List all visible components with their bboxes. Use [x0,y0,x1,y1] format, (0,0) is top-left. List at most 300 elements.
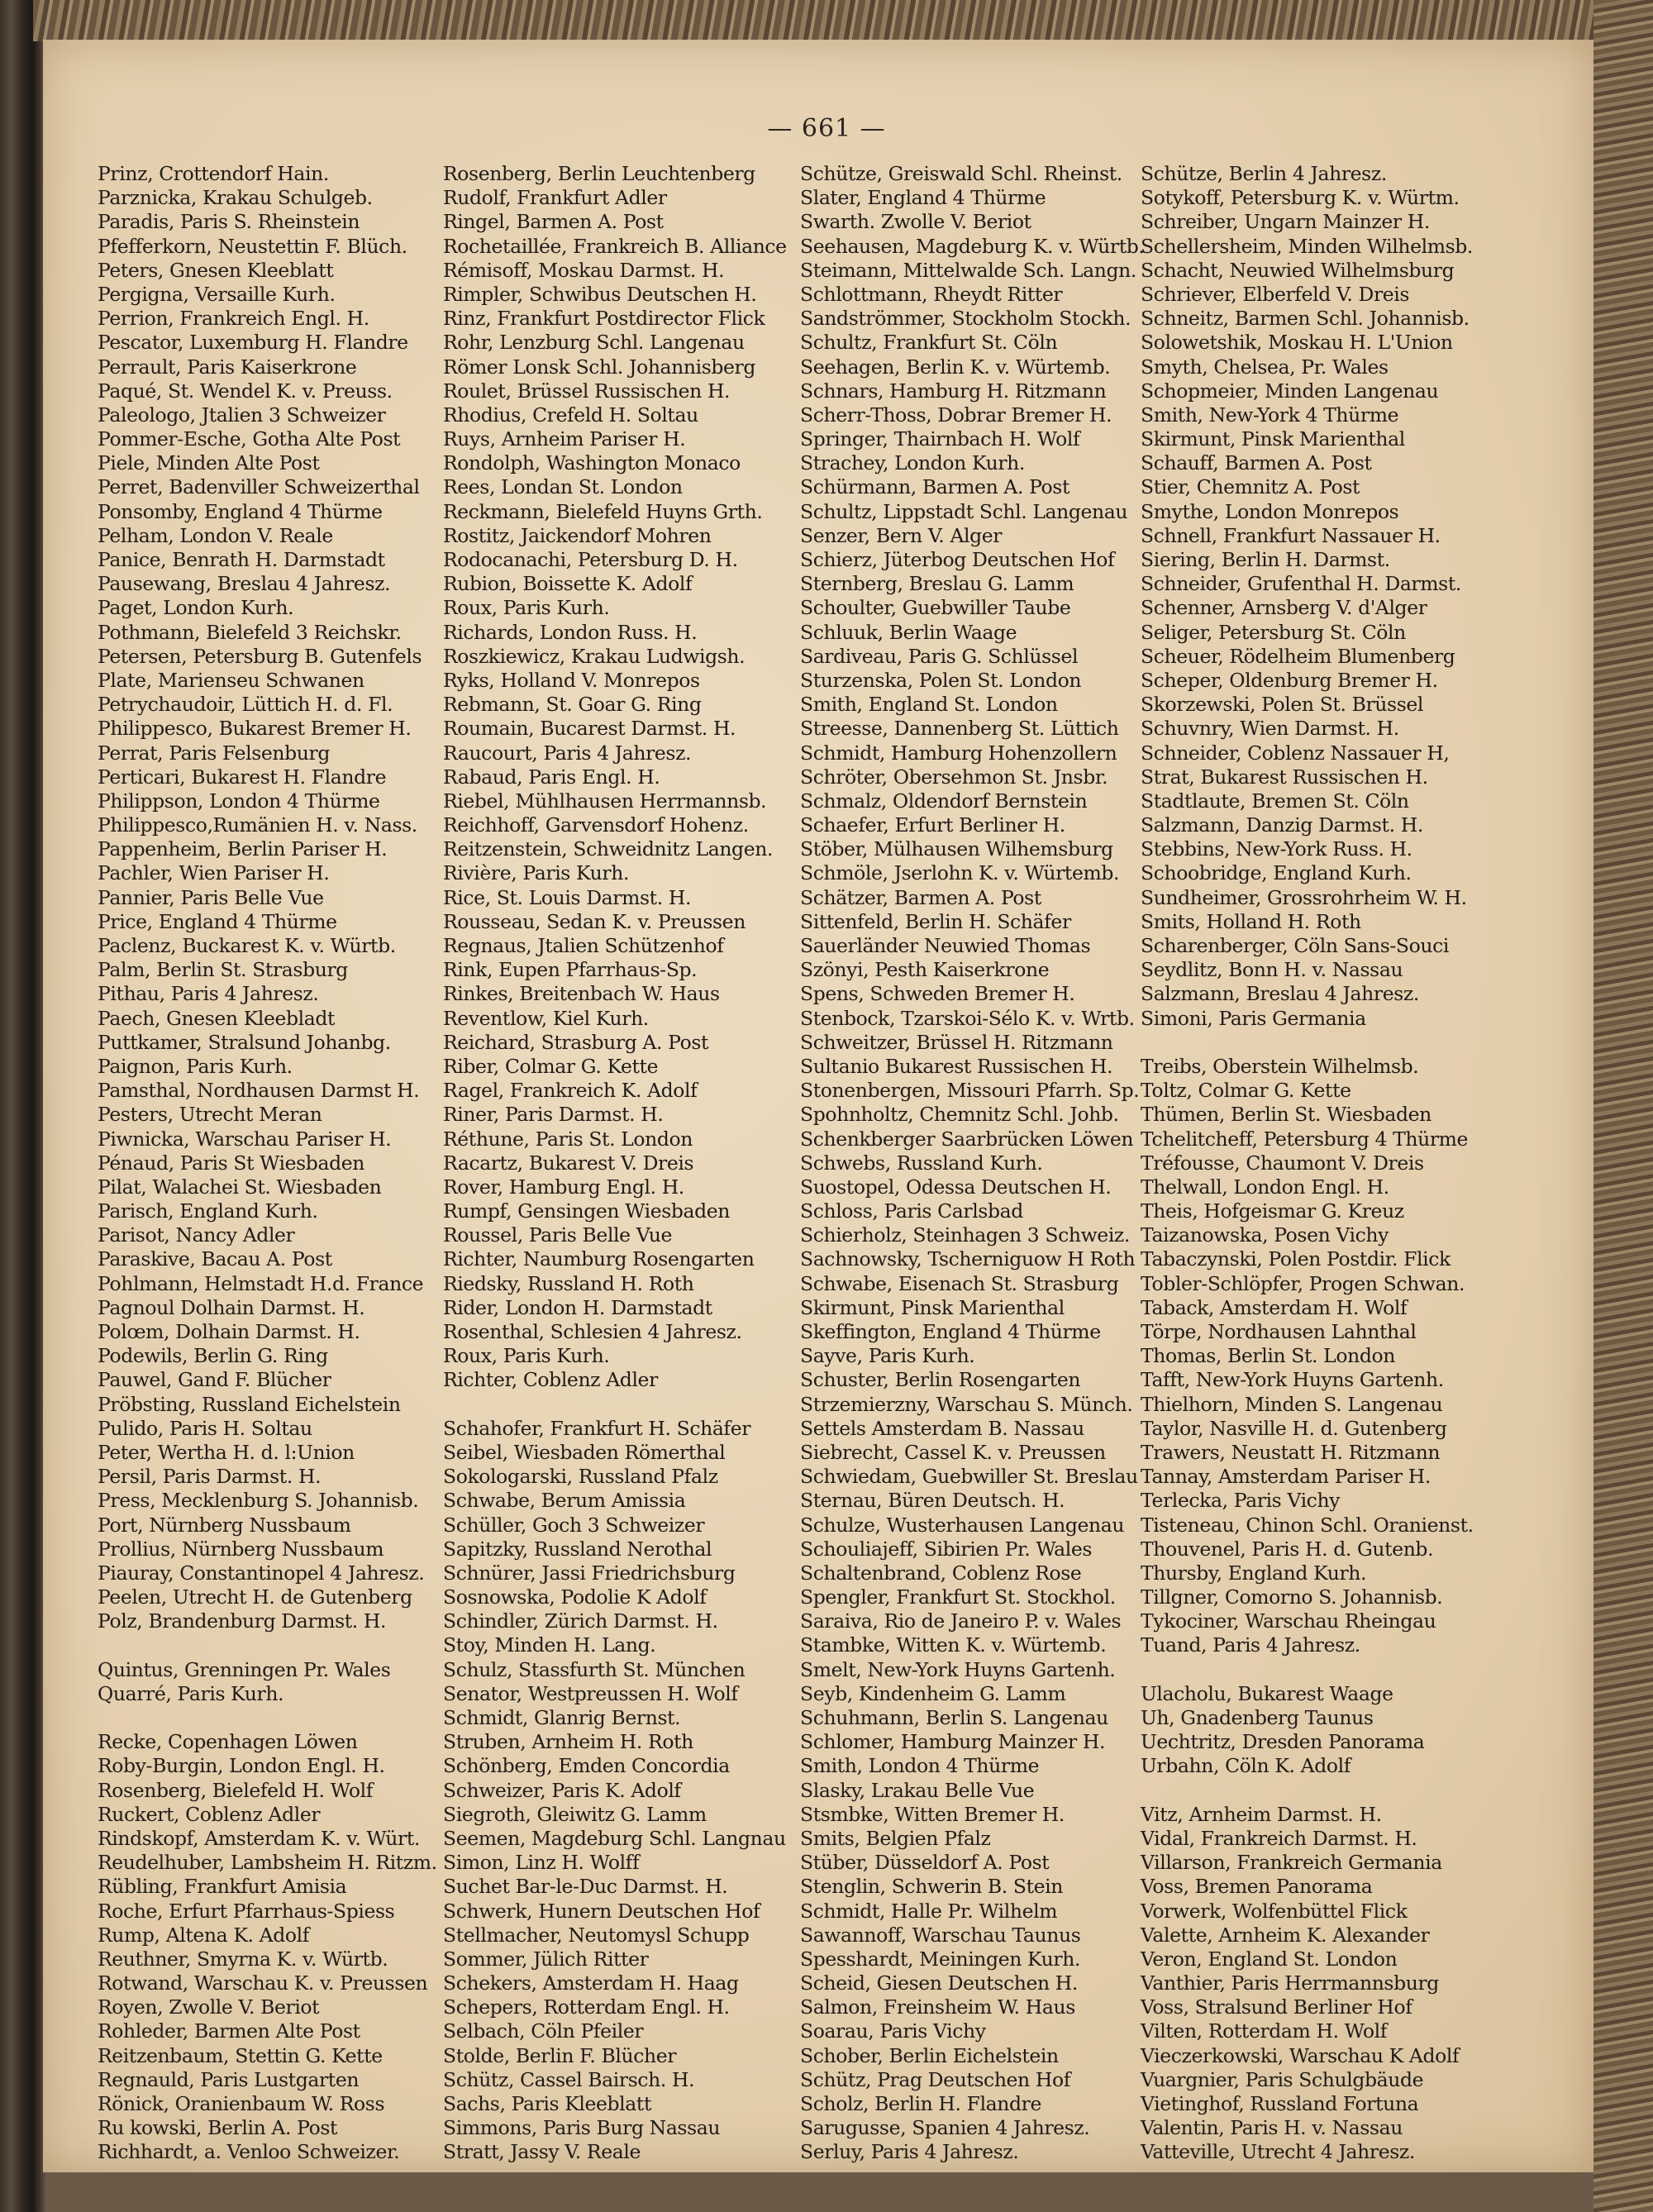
directory-entry: Urbahn, Cöln K. Adolf [1141,1754,1351,1778]
directory-entry: Pappenheim, Berlin Pariser H. [98,837,388,861]
directory-entry: Taback, Amsterdam H. Wolf [1141,1295,1408,1319]
directory-entry: Richter, Coblenz Adler [443,1368,658,1392]
directory-entry: Strat, Bukarest Russischen H. [1141,765,1428,789]
page-number: — 661 — [767,114,886,143]
directory-entry: Ringel, Barmen A. Post [443,210,664,234]
directory-entry: Toltz, Colmar G. Kette [1141,1079,1351,1103]
directory-entry: Rhodius, Crefeld H. Soltau [443,403,698,427]
directory-entry: Rover, Hamburg Engl. H. [443,1175,684,1199]
directory-entry: Scholz, Berlin H. Flandre [800,2092,1042,2115]
directory-entry: Rumpf, Gensingen Wiesbaden [443,1199,730,1223]
directory-entry: Rivière, Paris Kurh. [443,861,630,885]
directory-entry: Thelwall, London Engl. H. [1141,1175,1389,1199]
directory-entry: Schweizer, Paris K. Adolf [443,1778,681,1802]
directory-entry: Schindler, Zürich Darmst. H. [443,1609,718,1633]
directory-entry: Rump, Altena K. Adolf [98,1923,310,1947]
directory-entry: Skeffington, England 4 Thürme [800,1320,1101,1343]
book-edge-top [33,0,1653,41]
directory-entry: Senzer, Bern V. Alger [800,523,1003,547]
directory-entry: Stoy, Minden H. Lang. [443,1633,656,1657]
directory-entry: Panice, Benrath H. Darmstadt [98,548,385,571]
directory-entry: Riebel, Mühlhausen Herrmannsb. [443,789,767,813]
directory-entry: Suostopel, Odessa Deutschen H. [800,1175,1112,1199]
directory-entry: Pelham, London V. Reale [98,523,333,547]
directory-entry: Salmon, Freinsheim W. Haus [800,1995,1075,2019]
directory-entry: Pithau, Paris 4 Jahresz. [98,982,319,1006]
directory-entry: Rebmann, St. Goar G. Ring [443,693,702,717]
directory-entry: Tobler-Schlöpfer, Progen Schwan. [1141,1271,1465,1295]
directory-entry: Scharenberger, Cöln Sans-Souci [1141,934,1449,957]
directory-entry: Scherr-Thoss, Dobrar Bremer H. [800,403,1112,427]
directory-entry: Pénaud, Paris St Wiesbaden [98,1151,364,1175]
directory-entry: Tannay, Amsterdam Pariser H. [1141,1465,1431,1489]
directory-entry: Schaefer, Erfurt Berliner H. [800,813,1065,837]
directory-entry: Sternau, Büren Deutsch. H. [800,1489,1065,1513]
directory-entry: Sapitzky, Russland Nerothal [443,1537,712,1561]
directory-entry: Schröter, Obersehmon St. Jnsbr. [800,765,1108,789]
directory-entry: Rudolf, Frankfurt Adler [443,186,667,210]
directory-entry: Pauwel, Gand F. Blücher [98,1368,331,1392]
directory-entry: Recke, Copenhagen Löwen [98,1730,358,1754]
directory-entry: Schahofer, Frankfurt H. Schäfer [443,1416,751,1440]
directory-entry: Ponsomby, England 4 Thürme [98,499,383,523]
directory-entry: Strachey, London Kurh. [800,451,1025,475]
directory-entry: Smits, Holland H. Roth [1141,909,1361,933]
directory-entry: Stenglin, Schwerin B. Stein [800,1875,1064,1899]
directory-entry: Perret, Badenviller Schweizerthal [98,475,420,499]
directory-entry: Perticari, Bukarest H. Flandre [98,765,387,789]
directory-entry: Pesters, Utrecht Meran [98,1103,322,1127]
directory-entry: Schnars, Hamburg H. Ritzmann [800,379,1107,403]
directory-entry: Rotwand, Warschau K. v. Preussen [98,1971,428,1995]
directory-entry: Rohleder, Barmen Alte Post [98,2019,360,2043]
directory-entry: Seehagen, Berlin K. v. Würtemb. [800,355,1111,379]
directory-entry: Polz, Brandenburg Darmst. H. [98,1609,387,1633]
directory-entry: Settels Amsterdam B. Nassau [800,1416,1084,1440]
directory-entry: Vorwerk, Wolfenbüttel Flick [1141,1899,1408,1923]
directory-entry: Pothmann, Bielefeld 3 Reichskr. [98,620,402,644]
directory-entry: Siering, Berlin H. Darmst. [1141,548,1390,571]
directory-entry: Schmidt, Glanrig Bernst. [443,1706,681,1729]
column-1 [98,162,461,2165]
directory-entry: Reckmann, Bielefeld Huyns Grth. [443,499,763,523]
directory-entry: Vieczerkowski, Warschau K Adolf [1141,2043,1460,2067]
directory-entry: Paclenz, Buckarest K. v. Würtb. [98,934,396,957]
directory-entry: Schoobridge, England Kurh. [1141,861,1412,885]
directory-entry: Schmalz, Oldendorf Bernstein [800,789,1088,813]
directory-entry: Schenkberger Saarbrücken Löwen [800,1127,1134,1151]
directory-entry: Terlecka, Paris Vichy [1141,1489,1341,1513]
directory-entry: Skirmunt, Pinsk Marienthal [800,1295,1065,1319]
directory-entry: Schekers, Amsterdam H. Haag [443,1971,739,1995]
directory-entry: Schwabe, Berum Amissia [443,1489,686,1513]
directory-entry: Philippesco, Bukarest Bremer H. [98,717,412,741]
directory-entry: Roux, Paris Kurh. [443,1344,610,1368]
directory-entry: Roussel, Paris Belle Vue [443,1223,673,1247]
directory-entry: Skirmunt, Pinsk Marienthal [1141,427,1405,451]
directory-entry: Pausewang, Breslau 4 Jahresz. [98,572,391,596]
directory-entry: Schwabe, Eisenach St. Strasburg [800,1271,1119,1295]
directory-entry: Spesshardt, Meiningen Kurh. [800,1947,1081,1971]
directory-entry: Reudelhuber, Lambsheim H. Ritzm. [98,1851,437,1875]
directory-entry: Taylor, Nasville H. d. Gutenberg [1141,1416,1447,1440]
directory-entry: Stebbins, New-York Russ. H. [1141,837,1412,861]
directory-entry: Pescator, Luxemburg H. Flandre [98,331,408,355]
directory-entry: Plate, Marienseu Schwanen [98,668,364,692]
directory-entry: Parisot, Nancy Adler [98,1223,295,1247]
directory-entry: Siegroth, Gleiwitz G. Lamm [443,1802,707,1826]
directory-entry: Veron, England St. London [1141,1947,1398,1971]
directory-entry: Voss, Stralsund Berliner Hof [1141,1995,1412,2019]
directory-entry: Schacht, Neuwied Wilhelmsburg [1141,258,1455,282]
directory-entry: Piwnicka, Warschau Pariser H. [98,1127,392,1151]
directory-entry: Schellersheim, Minden Wilhelmsb. [1141,234,1473,258]
directory-entry: Rostitz, Jaickendorf Mohren [443,523,712,547]
directory-entry: Spens, Schweden Bremer H. [800,982,1075,1006]
directory-entry: Schlomer, Hamburg Mainzer H. [800,1730,1106,1754]
directory-entry: Schopmeier, Minden Langenau [1141,379,1439,403]
directory-entry: Pulido, Paris H. Soltau [98,1416,312,1440]
directory-entry: Roumain, Bucarest Darmst. H. [443,717,736,741]
directory-entry: Schloss, Paris Carlsbad [800,1199,1023,1223]
directory-entry: Paradis, Paris S. Rheinstein [98,210,360,234]
directory-entry: Reventlow, Kiel Kurh. [443,1006,649,1030]
directory-entry: Paget, London Kurh. [98,596,294,620]
directory-entry: Pagnoul Dolhain Darmst. H. [98,1295,365,1319]
directory-entry: Rondolph, Washington Monaco [443,451,741,475]
directory-entry: Selbach, Cöln Pfeiler [443,2019,644,2043]
directory-entry: Trawers, Neustatt H. Ritzmann [1141,1440,1441,1464]
directory-entry: Stonenbergen, Missouri Pfarrh. Sp. [800,1079,1140,1103]
directory-entry: Stsmbke, Witten Bremer H. [800,1802,1065,1826]
directory-entry: Vidal, Frankreich Darmst. H. [1141,1826,1417,1850]
directory-entry: Scheid, Giesen Deutschen H. [800,1971,1078,1995]
directory-entry: Peter, Wertha H. d. l:Union [98,1440,355,1464]
column-4 [1141,162,1529,2165]
directory-entry: Richards, London Russ. H. [443,620,698,644]
directory-entry: Skorzewski, Polen St. Brüssel [1141,693,1423,717]
directory-entry: Royen, Zwolle V. Beriot [98,1995,320,2019]
directory-entry: Theis, Hofgeismar G. Kreuz [1141,1199,1404,1223]
directory-entry: Schulz, Stassfurth St. München [443,1657,746,1681]
directory-entry: Schierz, Jüterbog Deutschen Hof [800,548,1115,571]
directory-entry: Roux, Paris Kurh. [443,596,610,620]
directory-entry: Tuand, Paris 4 Jahresz. [1141,1633,1360,1657]
directory-entry: Rimpler, Schwibus Deutschen H. [443,282,757,306]
directory-entry: Schoulter, Guebwiller Taube [800,596,1071,620]
directory-entry: Senator, Westpreussen H. Wolf [443,1681,738,1705]
directory-entry: Smythe, London Monrepos [1141,499,1399,523]
directory-entry: Smith, New-York 4 Thürme [1141,403,1399,427]
directory-entry: Simon, Linz H. Wolff [443,1851,640,1875]
section-gap [98,1706,461,1730]
directory-entry: Rosenthal, Schlesien 4 Jahresz. [443,1320,742,1343]
directory-entry: Schürmann, Barmen A. Post [800,475,1069,499]
directory-entry: Ragel, Frankreich K. Adolf [443,1079,698,1103]
directory-entry: Uechtritz, Dresden Panorama [1141,1730,1425,1754]
directory-entry: Seydlitz, Bonn H. v. Nassau [1141,958,1403,982]
directory-entry: Taizanowska, Posen Vichy [1141,1223,1389,1247]
directory-entry: Puttkamer, Stralsund Johanbg. [98,1030,391,1054]
directory-entry: Philippesco,Rumänien H. v. Nass. [98,813,417,837]
directory-entry: Podewils, Berlin G. Ring [98,1344,328,1368]
directory-entry: Serluy, Paris 4 Jahresz. [800,2140,1019,2164]
directory-entry: Schmidt, Hamburg Hohenzollern [800,741,1117,765]
directory-entry: Sarugusse, Spanien 4 Jahresz. [800,2116,1090,2140]
directory-entry: Vatteville, Utrecht 4 Jahresz. [1141,2140,1415,2164]
directory-entry: Roby-Burgin, London Engl. H. [98,1754,385,1778]
directory-entry: Schneider, Grufenthal H. Darmst. [1141,572,1461,596]
directory-entry: Simmons, Paris Burg Nassau [443,2116,721,2140]
directory-entry: Peters, Gnesen Kleeblatt [98,258,334,282]
directory-entry: Paignon, Paris Kurh. [98,1054,293,1078]
directory-entry: Richhardt, a. Venloo Schweizer. [98,2140,400,2164]
directory-entry: Sawannoff, Warschau Taunus [800,1923,1081,1947]
directory-entry: Rönick, Oranienbaum W. Ross [98,2092,385,2115]
directory-entry: Vilten, Rotterdam H. Wolf [1141,2019,1388,2043]
directory-entry: Schmidt, Halle Pr. Wilhelm [800,1899,1058,1923]
directory-entry: Schwebs, Russland Kurh. [800,1151,1043,1175]
directory-entry: Ulacholu, Bukarest Waage [1141,1681,1393,1705]
directory-entry: Riedsky, Russland H. Roth [443,1271,694,1295]
directory-entry: Salzmann, Danzig Darmst. H. [1141,813,1423,837]
directory-entry: Prollius, Nürnberg Nussbaum [98,1537,384,1561]
directory-entry: Voss, Bremen Panorama [1141,1875,1373,1899]
directory-entry: Schwerk, Hunern Deutschen Hof [443,1899,760,1923]
directory-entry: Stambke, Witten K. v. Würtemb. [800,1633,1107,1657]
directory-entry: Sandströmmer, Stockholm Stockh. [800,307,1131,331]
directory-entry: Uh, Gnadenberg Taunus [1141,1706,1374,1729]
directory-entry: Valentin, Paris H. v. Nassau [1141,2116,1403,2140]
directory-entry: Persil, Paris Darmst. H. [98,1465,322,1489]
directory-entry: Thümen, Berlin St. Wiesbaden [1141,1103,1431,1127]
directory-entry: Roulet, Brüssel Russischen H. [443,379,731,403]
directory-entry: Smelt, New-York Huyns Gartenh. [800,1657,1116,1681]
directory-entry: Schnürer, Jassi Friedrichsburg [443,1561,736,1585]
directory-entry: Schlottmann, Rheydt Ritter [800,282,1063,306]
directory-entry: Schütz, Prag Deutschen Hof [800,2067,1070,2091]
directory-entry: Schätzer, Barmen A. Post [800,885,1041,909]
directory-entry: Schultz, Frankfurt St. Cöln [800,331,1058,355]
directory-entry: Sardiveau, Paris G. Schlüssel [800,644,1079,668]
directory-entry: Seemen, Magdeburg Schl. Langnau [443,1826,786,1850]
directory-entry: Polœm, Dolhain Darmst. H. [98,1320,360,1343]
directory-entry: Parznicka, Krakau Schulgeb. [98,186,373,210]
directory-entry: Schober, Berlin Eichelstein [800,2043,1059,2067]
directory-entry: Petersen, Petersburg B. Gutenfels [98,644,422,668]
directory-entry: Schuvnry, Wien Darmst. H. [1141,717,1399,741]
directory-entry: Prinz, Crottendorf Hain. [98,162,329,185]
directory-entry: Suchet Bar-le-Duc Darmst. H. [443,1875,728,1899]
directory-entry: Reitzenstein, Schweidnitz Langen. [443,837,774,861]
directory-entry: Ruys, Arnheim Pariser H. [443,427,686,451]
section-gap [98,1633,461,1657]
directory-entry: Stüber, Düsseldorf A. Post [800,1851,1050,1875]
directory-entry: Valette, Arnheim K. Alexander [1141,1923,1430,1947]
directory-entry: Schweitzer, Brüssel H. Ritzmann [800,1030,1113,1054]
directory-entry: Rübling, Frankfurt Amisia [98,1875,347,1899]
directory-entry: Sauerländer Neuwied Thomas [800,934,1091,957]
directory-entry: Pröbsting, Russland Eichelstein [98,1392,401,1416]
directory-entry: Schuhmann, Berlin S. Langenau [800,1706,1108,1729]
directory-entry: Rousseau, Sedan K. v. Preussen [443,909,746,933]
directory-entry: Rinz, Frankfurt Postdirector Flick [443,307,765,331]
directory-entry: Schultz, Lippstadt Schl. Langenau [800,499,1128,523]
directory-entry: Réthune, Paris St. London [443,1127,693,1151]
directory-entry: Springer, Thairnbach H. Wolf [800,427,1080,451]
directory-entry: Thomas, Berlin St. London [1141,1344,1395,1368]
directory-entry: Seyb, Kindenheim G. Lamm [800,1681,1066,1705]
directory-entry: Swarth. Zwolle V. Beriot [800,210,1031,234]
directory-entry: Schepers, Rotterdam Engl. H. [443,1995,730,2019]
directory-entry: Sternberg, Breslau G. Lamm [800,572,1074,596]
book-edge-right [1593,0,1653,2212]
directory-entry: Solowetshik, Moskau H. L'Union [1141,331,1453,355]
directory-entry: Perrion, Frankreich Engl. H. [98,307,369,331]
directory-entry: Rindskopf, Amsterdam K. v. Würt. [98,1826,420,1850]
directory-entry: Regnauld, Paris Lustgarten [98,2067,360,2091]
directory-entry: Tréfousse, Chaumont V. Dreis [1141,1151,1424,1175]
directory-entry: Sundheimer, Grossrohrheim W. H. [1141,885,1467,909]
directory-entry: Sotykoff, Petersburg K. v. Würtm. [1141,186,1460,210]
directory-entry: Sosnowska, Podolie K Adolf [443,1585,707,1609]
directory-entry: Sultanio Bukarest Russischen H. [800,1054,1113,1078]
directory-entry: Palm, Berlin St. Strasburg [98,958,348,982]
directory-entry: Tillgner, Comorno S. Johannisb. [1141,1585,1443,1609]
directory-entry: Perrat, Paris Felsenburg [98,741,330,765]
directory-entry: Pilat, Walachei St. Wiesbaden [98,1175,382,1199]
directory-entry: Philippson, London 4 Thürme [98,789,380,813]
directory-entry: Schütze, Greiswald Schl. Rheinst. [800,162,1122,185]
directory-entry: Vuargnier, Paris Schulgbäude [1141,2067,1424,2091]
directory-entry: Schönberg, Emden Concordia [443,1754,730,1778]
directory-entry: Schütz, Cassel Bairsch. H. [443,2067,695,2091]
directory-entry: Thielhorn, Minden S. Langenau [1141,1392,1443,1416]
directory-entry: Reuthner, Smyrna K. v. Würtb. [98,1947,388,1971]
directory-entry: Stadtlaute, Bremen St. Cöln [1141,789,1409,813]
directory-entry: Racartz, Bukarest V. Dreis [443,1151,694,1175]
directory-entry: Vanthier, Paris Herrmannsburg [1141,1971,1439,1995]
directory-entry: Rubion, Boissette K. Adolf [443,572,693,596]
directory-entry: Scheper, Oldenburg Bremer H. [1141,668,1438,692]
directory-entry: Pachler, Wien Pariser H. [98,861,330,885]
directory-entry: Rodocanachi, Petersburg D. H. [443,548,738,571]
directory-entry: Pamsthal, Nordhausen Darmst H. [98,1079,420,1103]
directory-entry: Sturzenska, Polen St. London [800,668,1082,692]
directory-entry: Smith, London 4 Thürme [800,1754,1040,1778]
directory-entry: Vietinghof, Russland Fortuna [1141,2092,1419,2115]
directory-entry: Tykociner, Warschau Rheingau [1141,1609,1436,1633]
directory-entry: Sachnowsky, Tscherniguow H Roth [800,1247,1136,1271]
directory-entry: Saraiva, Rio de Janeiro P. v. Wales [800,1609,1122,1633]
directory-entry: Rider, London H. Darmstadt [443,1295,712,1319]
directory-entry: Smits, Belgien Pfalz [800,1826,991,1850]
directory-entry: Slater, England 4 Thürme [800,186,1046,210]
directory-entry: Sommer, Jülich Ritter [443,1947,649,1971]
directory-entry: Villarson, Frankreich Germania [1141,1851,1442,1875]
directory-entry: Salzmann, Breslau 4 Jahresz. [1141,982,1419,1006]
directory-entry: Römer Lonsk Schl. Johannisberg [443,355,756,379]
directory-entry: Schouliajeff, Sibirien Pr. Wales [800,1537,1093,1561]
directory-entry: Schmöle, Jserlohn K. v. Würtemb. [800,861,1120,885]
directory-entry: Roche, Erfurt Pfarrhaus-Spiess [98,1899,395,1923]
directory-entry: Thouvenel, Paris H. d. Gutenb. [1141,1537,1434,1561]
directory-entry: Schenner, Arnsberg V. d'Alger [1141,596,1427,620]
directory-entry: Paleologo, Jtalien 3 Schweizer [98,403,386,427]
directory-entry: Stratt, Jassy V. Reale [443,2140,641,2164]
column-3 [800,162,1164,2165]
directory-entry: Schreiber, Ungarn Mainzer H. [1141,210,1430,234]
directory-entry: Schneitz, Barmen Schl. Johannisb. [1141,307,1470,331]
directory-entry: Raucourt, Paris 4 Jahresz. [443,741,692,765]
directory-entry: Stenbock, Tzarskoi-Sélo K. v. Wrtb. [800,1006,1135,1030]
directory-entry: Streesse, Dannenberg St. Lüttich [800,717,1119,741]
directory-entry: Rosenberg, Bielefeld H. Wolf [98,1778,374,1802]
column-2 [443,162,807,2165]
directory-entry: Paech, Gnesen Kleebladt [98,1006,336,1030]
directory-entry: Soarau, Paris Vichy [800,2019,986,2043]
directory-entry: Schwiedam, Guebwiller St. Breslau [800,1465,1138,1489]
directory-entry: Siebrecht, Cassel K. v. Preussen [800,1440,1106,1464]
directory-entry: Tabaczynski, Polen Postdir. Flick [1141,1247,1451,1271]
section-gap [443,1393,807,1417]
directory-entry: Rohr, Lenzburg Schl. Langenau [443,331,745,355]
directory-entry: Rochetaillée, Frankreich B. Alliance [443,234,787,258]
directory-entry: Reichhoff, Garvensdorf Hohenz. [443,813,749,837]
directory-entry: Rémisoff, Moskau Darmst. H. [443,258,725,282]
directory-entry: Treibs, Oberstein Wilhelmsb. [1141,1054,1419,1078]
directory-entry: Sachs, Paris Kleeblatt [443,2092,651,2115]
directory-entry: Paraskive, Bacau A. Post [98,1247,332,1271]
directory-entry: Regnaus, Jtalien Schützenhof [443,934,724,957]
directory-entry: Steimann, Mittelwalde Sch. Langn. [800,258,1136,282]
directory-entry: Riner, Paris Darmst. H. [443,1103,664,1127]
directory-entry: Struben, Arnheim H. Roth [443,1730,693,1754]
directory-entry: Seehausen, Magdeburg K. v. Würtb. [800,234,1145,258]
directory-entry: Simoni, Paris Germania [1141,1006,1366,1030]
directory-entry: Schnell, Frankfurt Nassauer H. [1141,523,1441,547]
directory-entry: Pohlmann, Helmstadt H.d. France [98,1271,424,1295]
directory-entry: Reichard, Strasburg A. Post [443,1030,709,1054]
directory-entry: Spohnholtz, Chemnitz Schl. Johb. [800,1103,1119,1127]
directory-entry: Smith, England St. London [800,693,1058,717]
directory-entry: Schneider, Coblenz Nassauer H, [1141,741,1450,765]
directory-entry: Ru kowski, Berlin A. Post [98,2116,338,2140]
directory-entry: Spengler, Frankfurt St. Stockhol. [800,1585,1116,1609]
directory-entry: Sayve, Paris Kurh. [800,1344,975,1368]
directory-entry: Pfefferkorn, Neustettin F. Blüch. [98,234,407,258]
directory-entry: Sittenfeld, Berlin H. Schäfer [800,909,1071,933]
directory-entry: Tchelitcheff, Petersburg 4 Thürme [1141,1127,1469,1151]
directory-entry: Roszkiewicz, Krakau Ludwigsh. [443,644,746,668]
directory-entry: Reitzenbaum, Stettin G. Kette [98,2043,383,2067]
directory-entry: Tisteneau, Chinon Schl. Oranienst. [1141,1513,1474,1537]
directory-entry: Törpe, Nordhausen Lahnthal [1141,1320,1417,1343]
directory-entry: Rink, Eupen Pfarrhaus-Sp. [443,958,698,982]
directory-entry: Stier, Chemnitz A. Post [1141,475,1360,499]
directory-entry: Slasky, Lrakau Belle Vue [800,1778,1035,1802]
directory-entry: Schluuk, Berlin Waage [800,620,1017,644]
directory-entry: Piauray, Constantinopel 4 Jahresz. [98,1561,425,1585]
directory-entry: Price, England 4 Thürme [98,909,337,933]
directory-entry: Strzemierzny, Warschau S. Münch. [800,1392,1133,1416]
directory-entry: Petrychaudoir, Lüttich H. d. Fl. [98,693,393,717]
directory-entry: Riber, Colmar G. Kette [443,1054,659,1078]
directory-entry: Ruckert, Coblenz Adler [98,1802,321,1826]
directory-entry: Vitz, Arnheim Darmst. H. [1141,1802,1382,1826]
directory-entry: Parisch, England Kurh. [98,1199,318,1223]
section-gap [1141,1779,1529,1803]
